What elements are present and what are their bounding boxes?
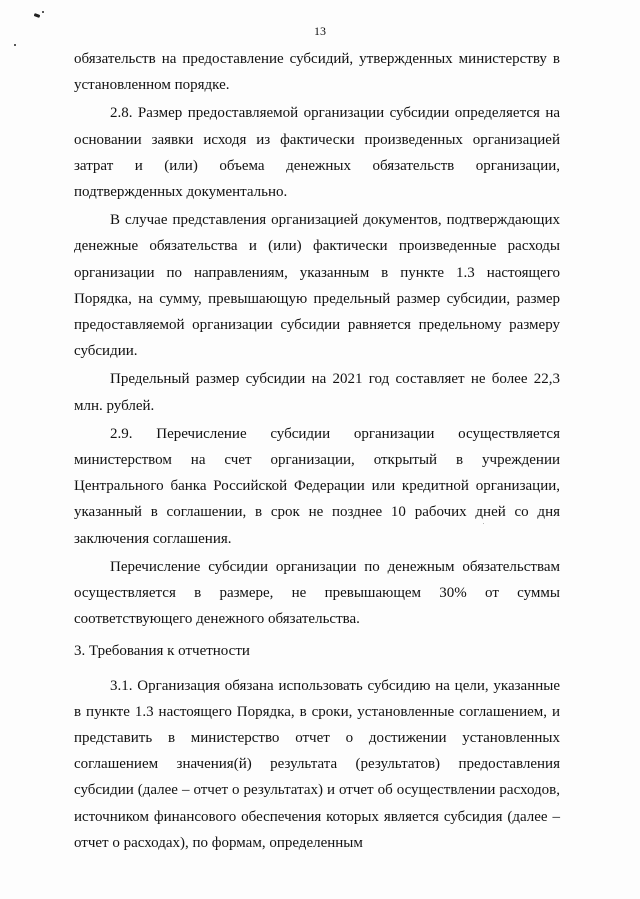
paragraph-continuation: обязательств на предоставление субсидий, утвержденных министерству в установленном порядке. — [74, 51, 560, 94]
scan-artifact — [14, 44, 16, 46]
page-number: 13 — [314, 24, 326, 38]
scan-artifact — [42, 11, 44, 13]
paragraph-transfer-limit: Перечисление субсидии организации по денежным обязательствам осуществляется в размере, не превышающем 30% от суммы соответствующего денежного обязательства. — [74, 558, 560, 628]
paragraph-max-amount: Предельный размер субсидии на 2021 год составляет не более 22,3 млн. рублей. — [74, 371, 560, 414]
scan-artifact — [34, 13, 41, 18]
paragraph-2-8: 2.8. Размер предоставляемой организации субсидии определяется на основании заявки исходя из фактически произведенных организацией затрат и (или) объема денежных обязательств организации, подтвержденных документально. — [74, 105, 560, 201]
paragraph-limit-case: В случае представления организацией документов, подтверждающих денежные обязательства и (или) фактически произведенные расходы организации по направлениям, указанным в пункте 1.3 настоящего Порядка, на сумму, превышающую предельный размер субсидии, размер предоставляемой организации субсидии равняется предельному размеру субсидии. — [74, 212, 560, 360]
section-heading-reporting: 3. Требования к отчетности — [74, 643, 250, 660]
paragraph-3-1: 3.1. Организация обязана использовать субсидию на цели, указанные в пункте 1.3 настоящего Порядка, в сроки, установленные соглашением, и представить в министерство отчет о достижении установленных соглашением значения(й) результата (результатов) предоставления субсидии (далее – отчет о результатах) и отчет об осуществлении расходов, источником финансового обеспечения которых является субсидия (далее – отчет о расходах), по формам, определенным — [74, 677, 560, 851]
document-body — [74, 46, 560, 856]
paragraph-2-9: 2.9. Перечисление субсидии организации осуществляется министерством на счет организации, открытый в учреждении Центрального банка Российской Федерации или кредитной организации, указанный в соглашении, в срок не позднее 10 рабочих дней со дня заключения соглашения. — [74, 425, 560, 547]
